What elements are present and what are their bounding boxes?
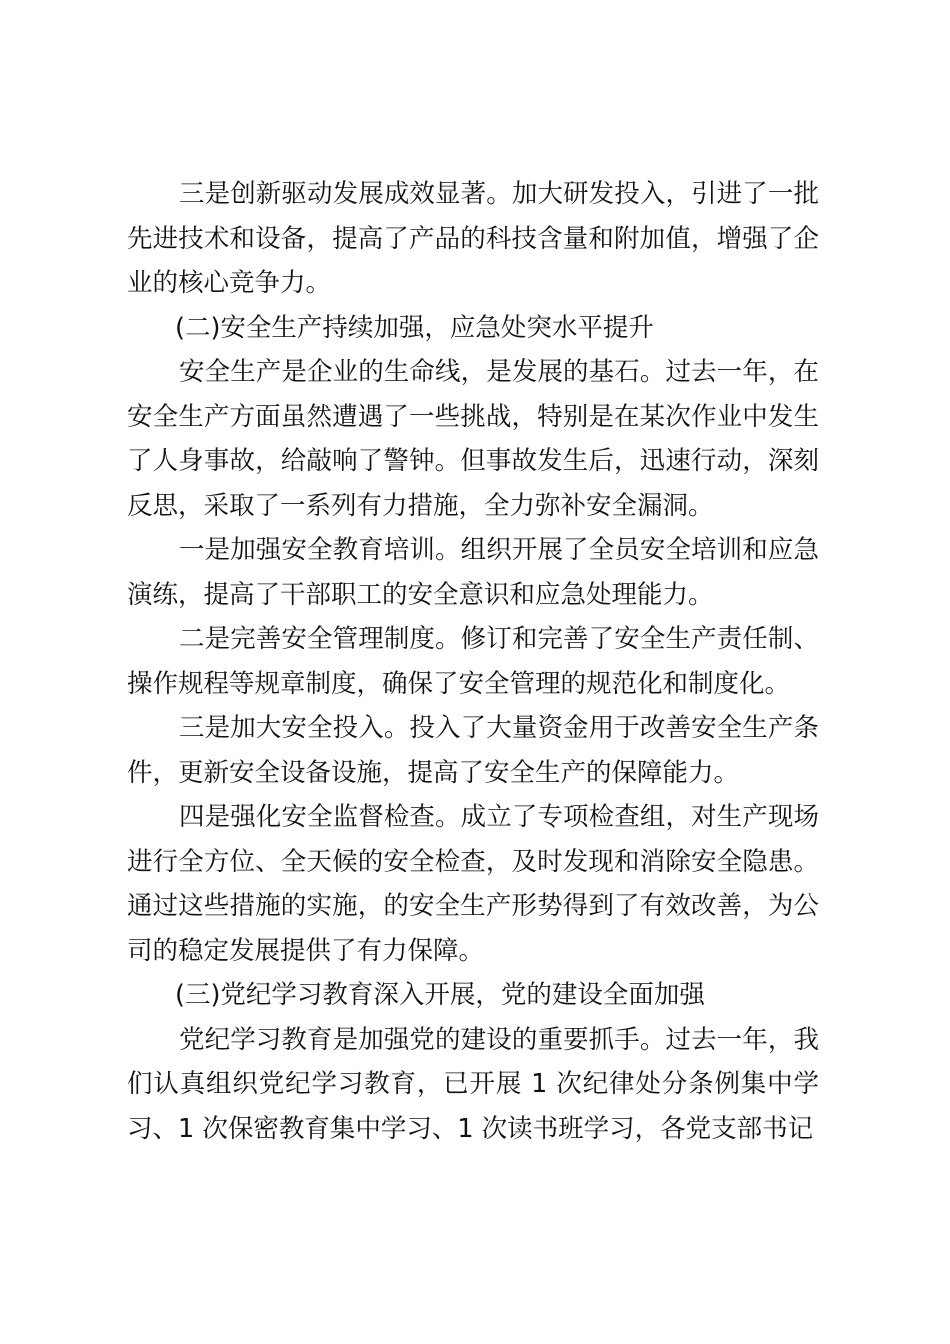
paragraph-innovation-driven: 三是创新驱动发展成效显著。加大研发投入，引进了一批先进技术和设备，提高了产品的科技含量和附加值，增强了企业的核心竞争力。: [127, 179, 819, 298]
section-heading-party-discipline: (三)党纪学习教育深入开展，党的建设全面加强: [175, 980, 705, 1010]
section-heading-safety-production: (二)安全生产持续加强，应急处突水平提升: [175, 312, 654, 343]
paragraph-safety-overview: 安全生产是企业的生命线，是发展的基石。过去一年，在安全生产方面虽然遭遇了一些挑战，特别是在某次作业中发生了人身事故，给敲响了警钟。但事故发生后，迅速行动，深刻反思，采取了一系列有力措施，全力弥补安全漏洞。: [127, 357, 819, 521]
paragraph-safety-management: 二是完善安全管理制度。修订和完善了安全生产责任制、操作规程等规章制度，确保了安全管理的规范化和制度化。: [127, 624, 819, 699]
paragraph-safety-investment: 三是加大安全投入。投入了大量资金用于改善安全生产条件，更新安全设备设施，提高了安全生产的保障能力。: [127, 713, 819, 788]
paragraph-safety-training: 一是加强安全教育培训。组织开展了全员安全培训和应急演练，提高了干部职工的安全意识和应急处理能力。: [127, 535, 819, 610]
paragraph-safety-inspection: 四是强化安全监督检查。成立了专项检查组，对生产现场进行全方位、全天候的安全检查，及时发现和消除安全隐患。通过这些措施的实施，的安全生产形势得到了有效改善，为公司的稳定发展提供了有力保障。: [127, 802, 819, 966]
paragraph-party-discipline-education: 党纪学习教育是加强党的建设的重要抓手。过去一年，我们认真组织党纪学习教育，已开展 1 次纪律处分条例集中学习、1 次保密教育集中学习、1 次读书班学习，各党支部书记: [127, 1024, 819, 1144]
document-body: [127, 172, 819, 1151]
